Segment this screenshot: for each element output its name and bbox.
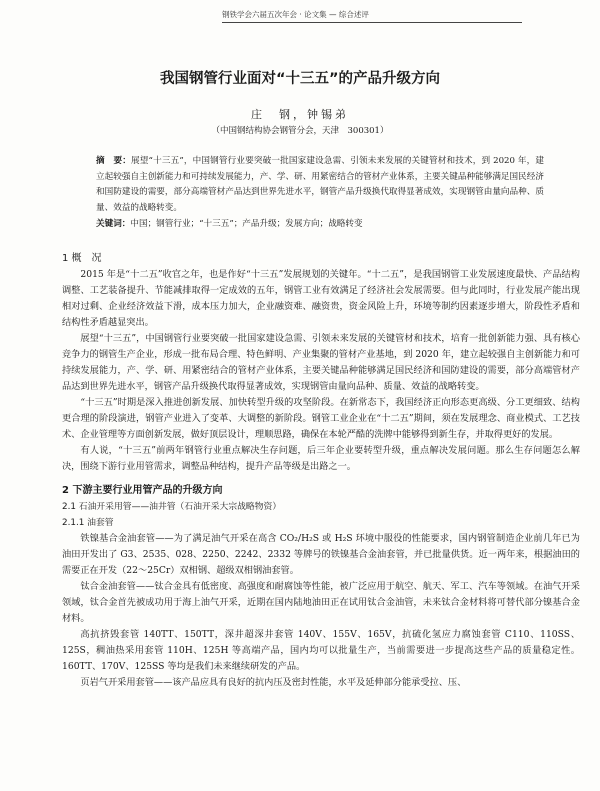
paragraph: 铁镍基合金油套管——为了满足油气开采在高含 CO₂/H₂S 或 H₂S 环境中服役的性能要求，国内钢管制造企业前几年已为油田开发出了 G3、2535、028、2250、2242、2332 等牌号的铁镍基合金油套管，并已批量供货。近一两年来，根据油田的需要正在开发（22～25Cr）双相钢、超级双相钢油套管。 [62,533,580,576]
subsection-2-1-1-heading: 2.1.1 油套管 [62,518,114,528]
section-1-heading: 1 概 况 [62,253,102,264]
keywords-text: 中国；钢管行业；“十三五”；产品升级；发展方向；战略转变 [130,219,363,230]
affiliation: （中国钢结构协会钢管分会，天津 300301） [211,126,389,136]
paragraph: 2015 年是“十二五”收官之年，也是作好“十三五”发展规划的关键年。“十二五”，是我国钢管工业发展速度最快、产品结构调整、工艺装备提升、节能减排取得一定成效的五年，钢管工业有效满足了经济社会发展需要。但与此同时，行业发展产能出现相对过剩、企业经济效益下滑，成本压力加大，企业融资难、融资贵，资金风险上升，环境等制约因素逐步增大，阶段性矛盾和结构性矛盾越显突出。 [62,269,580,328]
keywords-label: 关键词： [96,219,131,230]
abstract-body [96,154,544,216]
paragraph: 有人说，“十三五”前两年钢管行业重点解决生存问题，后三年企业要转型升级，重点解决发展问题。那么生存问题怎么解决，围绕下游行业用管需求，调整品种结构，提升产品等级是出路之一。 [62,445,580,472]
paragraph: 钛合金油套管——钛合金具有低密度、高强度和耐腐蚀等性能，被广泛应用于航空、航天、军工、汽车等领域。在油气开采领域，钛合金首先被成功用于海上油气开采，近期在国内陆地油田正在试用钛合金油管，未来钛合金材料将可替代部分镍基合金材料。 [62,581,580,624]
keywords [96,217,544,233]
paragraph: “十三五”时期是深入推进创新发展、加快转型升级的攻坚阶段。在新常态下，我国经济正向形态更高级、分工更细致、结构更合理的阶段演进，钢管产业进入了变革、大调整的新阶段。钢管工业企业在“十二五”期间，须在发展理念、商业模式、工艺技术、企业管理等方面创新发展，做好顶层设计，理顺思路，确保在本轮严酷的洗牌中能够得到新生存，并取得更好的发展。 [62,397,580,440]
authors: 庄 钢，钟锡弟 [251,108,349,121]
abstract [96,154,544,233]
paper-title: 我国钢管行业面对“十三五”的产品升级方向 [159,71,441,87]
paragraph: 高抗挤毁套管 140TT、150TT，深井超深井套管 140V、155V、165V，抗硫化氢应力腐蚀套管 C110、110SS、125S，稠油热采用套管 110H、125H 等高端产品，国内均可以批量生产，当前需要进一步提高这些产品的质量稳定性。160TT、170V、125SS 等均是我们未来继续研发的产品。 [62,629,580,672]
main-text [62,251,580,691]
subsection-2-1-heading: 2.1 石油开采用管——油井管（石油开采大宗战略物资） [62,502,282,512]
paragraph: 展望“十三五”，中国钢管行业要突破一批国家建设急需、引领未来发展的关键管材和技术，培育一批创新能力强、具有核心竞争力的钢管生产企业，形成一批布局合理、特色鲜明、产业集聚的管材产业基地，到 2020 年，建立起较强自主创新能力和可持续发展能力，产、学、研、用紧密结合的管材产业体系，主要关键品种能够满足国民经济和国防建设的需要，部分高端管材产品达到世界先进水平，钢管产品升级换代取得显著成效，实现钢管由量向品种、质量、效益的战略转变。 [62,333,580,392]
abstract-label: 摘 要： [96,156,132,166]
paragraph: 页岩气开采用套管——该产品应具有良好的抗内压及密封性能，水平及延伸部分能承受拉、压、 [80,677,467,688]
abstract-text: 展望“十三五”，中国钢管行业要突破一批国家建设急需、引领未来发展的关键管材和技术，到 2020 年，建立起较强自主创新能力和可持续发展能力，产、学、研、用紧密结合的管材产业体系，主要关键品种能够满足国民经济和国防建设的需要，部分高端管材产品达到世界先进水平，钢管产品升级换代取得显著成效，实现钢管由量向品种、质量、效益的战略转变。 [96,156,544,213]
running-header: 钢铁学会六届五次年会 · 论文集 — 综合述评 [222,9,522,23]
section-2-heading: 2 下游主要行业用管产品的升级方向 [62,485,223,496]
